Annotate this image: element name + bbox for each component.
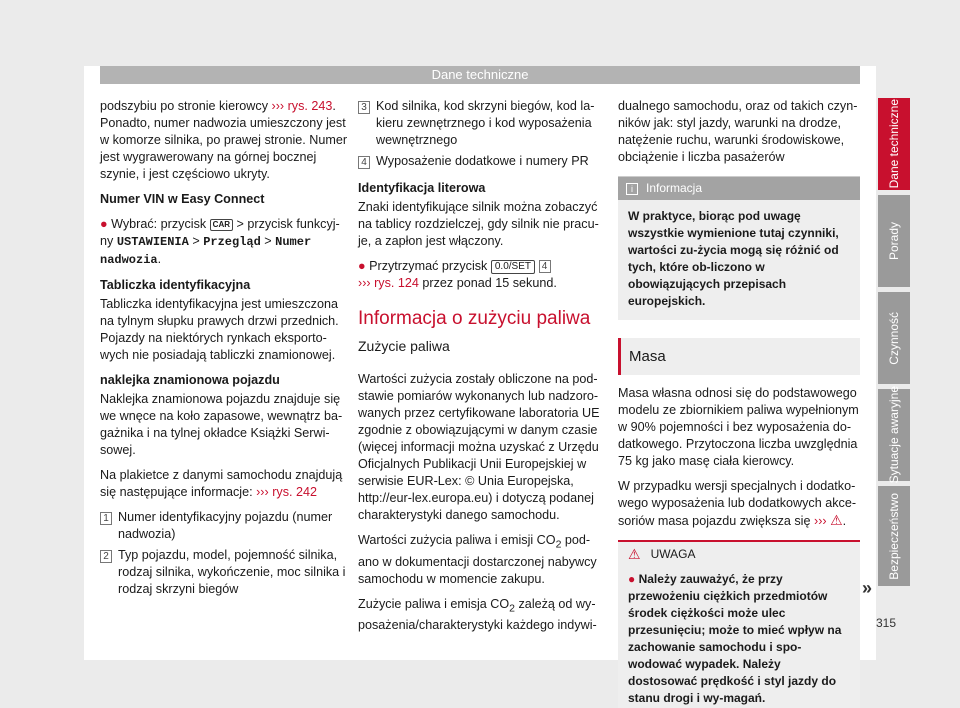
page-header: Dane techniczne <box>100 66 860 84</box>
bullet-icon: ● <box>358 259 366 273</box>
tab-dane-techniczne[interactable]: Dane techniczne <box>878 98 910 190</box>
chapter-tabs <box>878 98 910 591</box>
list-item: 3 Kod silnika, kod skrzyni biegów, kod la-kieru zewnętrznego i kod wyposażenia wewnętrznego <box>358 98 608 149</box>
figure-ref[interactable]: ››› rys. 242 <box>256 485 318 499</box>
paragraph-sticker-info: Na plakietce z danymi samochodu znajdują się następujące informacje: ››› rys. 242 <box>100 468 343 499</box>
paragraph-fuel-cont: dualnego samochodu, oraz od takich czyn-ników jak: styl jazdy, warunki na drodze, natężenie ruchu, warunki środowiskowe, obciążenie i liczba pasażerów <box>618 99 858 164</box>
warning-triangle-icon: ⚠ <box>830 512 843 528</box>
subsection-title: Zużycie paliwa <box>358 338 450 354</box>
info-header: i Informacja <box>618 177 860 200</box>
figure-ref[interactable]: ››› rys. 124 <box>358 276 419 290</box>
menu-vin: Numer nadwozia <box>100 235 312 267</box>
warning-box <box>618 540 860 708</box>
item-number: 4 <box>539 260 551 273</box>
paragraph-masa-2: W przypadku wersji specjalnych i dodatko-wego wyposażenia lub dodatkowych akce-soriów masa pojazdu zwiększa się ››› ⚠. <box>618 479 857 528</box>
tab-czynnosc[interactable]: Czynność <box>878 292 910 384</box>
warning-triangle-icon: ⚠ <box>628 546 641 562</box>
tab-bezpieczenstwo[interactable]: Bezpieczeństwo <box>878 486 910 586</box>
set-button-icon: 0.0/SET <box>491 260 535 274</box>
heading-letter-id: Identyfikacja literowa <box>358 181 486 195</box>
paragraph-letter-id: Znaki identyfikujące silnik można zobaczyć na tablicy rozdzielczej, gdy silnik nie pracu-je, a zapłon jest włączony. <box>358 200 599 248</box>
item-number: 2 <box>100 550 112 563</box>
section-title: Informacja o zużyciu paliwa <box>358 308 591 329</box>
tab-sytuacje-awaryjne[interactable]: Sytuacje awaryjne <box>878 389 910 481</box>
info-icon: i <box>626 183 638 195</box>
figure-ref[interactable]: ››› rys. 243 <box>271 99 333 113</box>
car-icon: CAR <box>210 219 233 231</box>
heading-sticker: naklejka znamionowa pojazdu <box>100 373 280 387</box>
paragraph-fuel-2: Wartości zużycia paliwa i emisji $CO_2$ pod-ano w dokumentacji dostarczonej nabywcy samochodu w momencie zakupu. <box>358 533 597 586</box>
paragraph-plate: Tabliczka identyfikacyjna jest umieszczona na tylnym słupku prawych drzwi przednich. Pojazdy na niektórych rynkach eksporto-wych nie posiadają tabliczki znamionowej. <box>100 297 339 362</box>
list-item: 2 Typ pojazdu, model, pojemność silnika, rodzaj silnika, wykończenie, moc silnika i rodzaj skrzyni biegów <box>100 547 350 598</box>
column-2 <box>358 98 608 642</box>
bullet-vin: ● Wybrać: przycisk CAR > przycisk funkcyj-ny USTAWIENIA > Przegląd > Numer nadwozia. <box>100 217 340 267</box>
item-number: 1 <box>100 512 112 525</box>
column-3 <box>618 98 860 708</box>
menu-settings: USTAWIENIA <box>116 235 189 249</box>
paragraph-vin-location: podszybiu po stronie kierowcy ››› rys. 243. Ponadto, numer nadwozia umieszczony jest w komorze silnika, po prawej stronie. Numer jest wygrawerowany na górnej bocznej szynie, i jest częściowo ukryty. <box>100 99 348 181</box>
tab-porady[interactable]: Porady <box>878 195 910 287</box>
page-number: 315 <box>876 616 897 630</box>
column-1 <box>100 98 350 602</box>
paragraph-fuel-1: Wartości zużycia zostały obliczone na pod-stawie pomiarów wykonanych lub nadzoro-wanych przez certyfikowane laboratoria UE zgodnie z obowiązującymi w danym czasie (więcej informacji można uzyskać z Urzędu Oficjalnych Publikacji Unii Europejskiej w serwisie EUR-Lex: © Unia Europejska, http://eur-lex.europa.eu) i dotyczą podanej charakterystyki danego samochodu. <box>358 372 600 522</box>
item-number: 3 <box>358 101 370 114</box>
section-masa-title: Masa <box>618 338 860 375</box>
paragraph-fuel-3: Zużycie paliwa i emisja $CO_2$ zależą od wy-posażenia/charakterystyki każdego indywi- <box>358 596 597 633</box>
warning-text: ● Należy zauważyć, że przy przewożeniu ciężkich przedmiotów środek ciężkości może ulec przesunięciu; może to mieć wpływ na zachowanie samochodu i spo-wodować wypadek. Należy dostosować prędkość i styl jazdy do stanu drogi i wy-magań. <box>628 572 842 705</box>
warning-header: ⚠ UWAGA <box>618 540 860 567</box>
heading-vin-easy-connect: Numer VIN w Easy Connect <box>100 192 265 206</box>
info-box <box>618 176 860 320</box>
warning-ref[interactable]: ››› ⚠ <box>814 512 843 528</box>
continue-arrow-icon: » <box>862 578 873 598</box>
list-item: 4 Wyposażenie dodatkowe i numery PR <box>358 153 608 170</box>
bullet-hold-button: ● Przytrzymać przycisk 0.0/SET 4 ››› rys. 124 przez ponad 15 sekund. <box>358 259 557 290</box>
item-number: 4 <box>358 156 370 169</box>
paragraph-sticker: Naklejka znamionowa pojazdu znajduje się we wnęce na koło zapasowe, wewnątrz ba-gażnika i na tylnej okładce Książki Serwi-sowej. <box>100 392 343 457</box>
paragraph-masa-1: Masa własna odnosi się do podstawowego modelu ze zbiornikiem paliwa wypełnionym w 90% pojemności i bez wyposażenia do-datkowego. Przytoczona liczba uwzględnia 75 kg jako masę ciała kierowcy. <box>618 386 859 468</box>
heading-plate: Tabliczka identyfikacyjna <box>100 278 251 292</box>
info-text: W praktyce, biorąc pod uwagę wszystkie wymienione tutaj czynniki, wartości zu-życia mogą się różnić od tych, które ob-liczono w obowiązujących przepisach europejskich. <box>628 209 839 308</box>
list-item: 1 Numer identyfikacyjny pojazdu (numer nadwozia) <box>100 509 350 543</box>
bullet-icon: ● <box>100 217 108 231</box>
menu-overview: Przegląd <box>203 235 261 249</box>
bullet-icon: ● <box>628 572 636 586</box>
